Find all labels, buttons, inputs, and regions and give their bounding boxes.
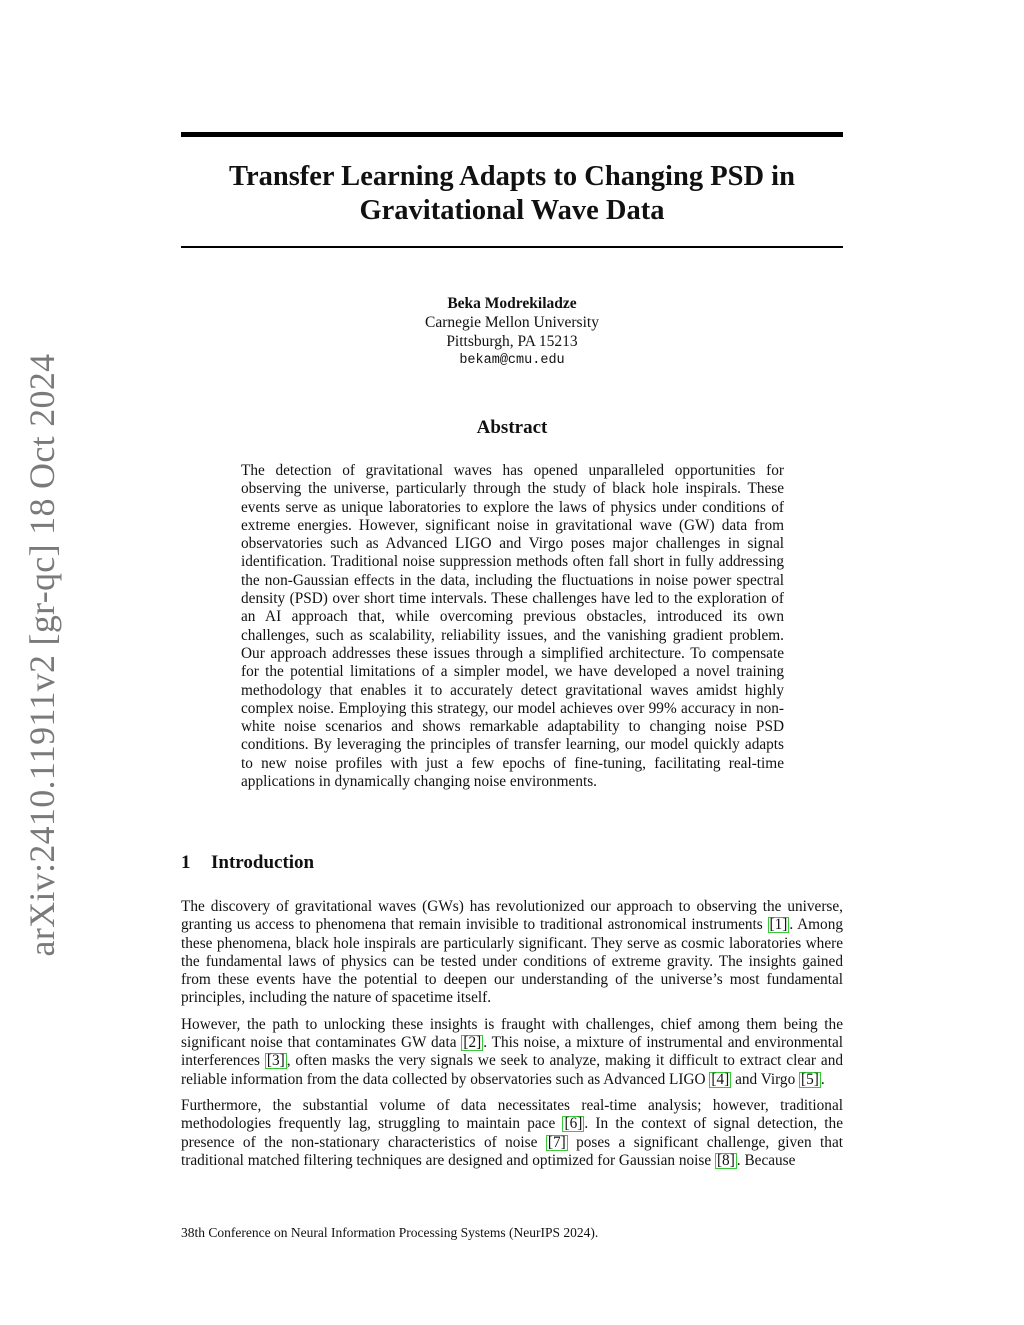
intro-p3-text-a: Furthermore, the substantial volume of data necessitates real-time analysis; however, traditional methodologies frequently lag, struggling to maintain pace bbox=[181, 1096, 843, 1133]
title-line-1: Transfer Learning Adapts to Changing PSD in bbox=[229, 161, 795, 192]
citation-link[interactable]: [3] bbox=[266, 1052, 285, 1070]
intro-p2-text-b: . This noise, a mixture of instrumental and environmental interferences bbox=[181, 1034, 843, 1070]
citation-link[interactable]: [4] bbox=[711, 1070, 730, 1088]
citation-link[interactable]: [2] bbox=[463, 1034, 482, 1052]
citation-link[interactable]: [1] bbox=[769, 916, 788, 934]
citation-link[interactable]: [8] bbox=[716, 1151, 735, 1169]
intro-paragraph-2 bbox=[181, 1016, 843, 1089]
author-name: Beka Modrekiladze bbox=[447, 295, 577, 312]
abstract-text: The detection of gravitational waves has opened unparalleled opportunities for observing the universe, particularly through the study of black hole inspirals. These events serve as unique laboratories to explore the laws of physics under conditions of extreme energies. However, significant noise in gravitational wave (GW) data from observatories such as Advanced LIGO and Virgo poses major challenges in signal identification. Traditional noise suppression methods often fall short in fully addressing the non-Gaussian effects in the data, including the fluctuations in noise power spectral density (PSD) over short time intervals. These challenges have led to the exploration of an AI approach that, while overcoming previous obstacles, introduced its own challenges, such as scalability, reliability issues, and the vanishing gradient problem. Our approach addresses these issues through a simplified architecture. To compensate for the potential limitations of a simpler model, we have developed a novel training methodology that enables it to accurately detect gravitational waves amidst highly complex noise. Employing this strategy, our model achieves over 99% accuracy in non-white noise scenarios and shows remarkable adaptability to changing noise PSD conditions. By leveraging the principles of transfer learning, our model quickly adapts to new noise profiles with just a few epochs of fine-tuning, facilitating real-time applications in dynamically changing noise environments. bbox=[241, 462, 784, 791]
title-top-rule bbox=[181, 132, 843, 137]
section-number: 1 bbox=[181, 852, 191, 873]
section-heading bbox=[181, 851, 843, 875]
author-affiliation: Carnegie Mellon University bbox=[425, 314, 599, 331]
abstract-heading: Abstract bbox=[476, 417, 548, 438]
title-line-2: Gravitational Wave Data bbox=[359, 195, 665, 226]
paper-title bbox=[181, 160, 843, 228]
intro-paragraph-1 bbox=[181, 898, 843, 1008]
introduction-body bbox=[181, 898, 843, 1178]
intro-p3-text-d: . Because bbox=[736, 1151, 796, 1169]
author-email[interactable]: bekam@cmu.edu bbox=[459, 353, 565, 368]
intro-p2-text-e: . bbox=[820, 1070, 825, 1088]
conference-footnote: 38th Conference on Neural Information Processing Systems (NeurIPS 2024). bbox=[181, 1225, 599, 1240]
title-bottom-rule bbox=[181, 246, 843, 248]
arxiv-side-stamp: arXiv:2410.11911v2 [gr-qc] 18 Oct 2024 bbox=[22, 353, 62, 957]
intro-p2-text-a: However, the path to unlocking these insights is fraught with challenges, chief among them being the significant noise that contaminates GW data bbox=[181, 1015, 843, 1052]
intro-p2-text-c: , often masks the very signals we seek to analyze, making it difficult to extract clear and reliable information from the data collected by observatories such as Advanced LIGO bbox=[181, 1052, 843, 1088]
section-title: Introduction bbox=[211, 852, 315, 873]
intro-p3-text-c: poses a significant challenge, given that traditional matched filtering techniques are designed and optimized for Gaussian noise bbox=[181, 1133, 843, 1169]
intro-p1-text-a: The discovery of gravitational waves (GWs) has revolutionized our approach to observing the universe, granting us access to phenomena that remain invisible to traditional astronomical instruments bbox=[181, 898, 843, 934]
citation-link[interactable]: [5] bbox=[801, 1070, 819, 1088]
intro-paragraph-3 bbox=[181, 1097, 843, 1170]
author-block bbox=[181, 294, 843, 370]
citation-link[interactable]: [7] bbox=[547, 1133, 566, 1151]
intro-p3-text-b: . In the context of signal detection, the presence of the non-stationary characteristics of noise bbox=[181, 1115, 843, 1151]
intro-p2-text-d: and Virgo bbox=[731, 1070, 800, 1088]
intro-p1-text-b: . Among these phenomena, black hole inspirals are particularly significant. They serve as cosmic laboratories where the fundamental laws of physics can be tested under conditions of extreme gravity. The insights gained from these events have the potential to deepen our understanding of the universe’s most fundamental principles, including the nature of spacetime itself. bbox=[181, 916, 843, 1007]
author-address: Pittsburgh, PA 15213 bbox=[446, 333, 578, 350]
citation-link[interactable]: [6] bbox=[564, 1115, 583, 1133]
